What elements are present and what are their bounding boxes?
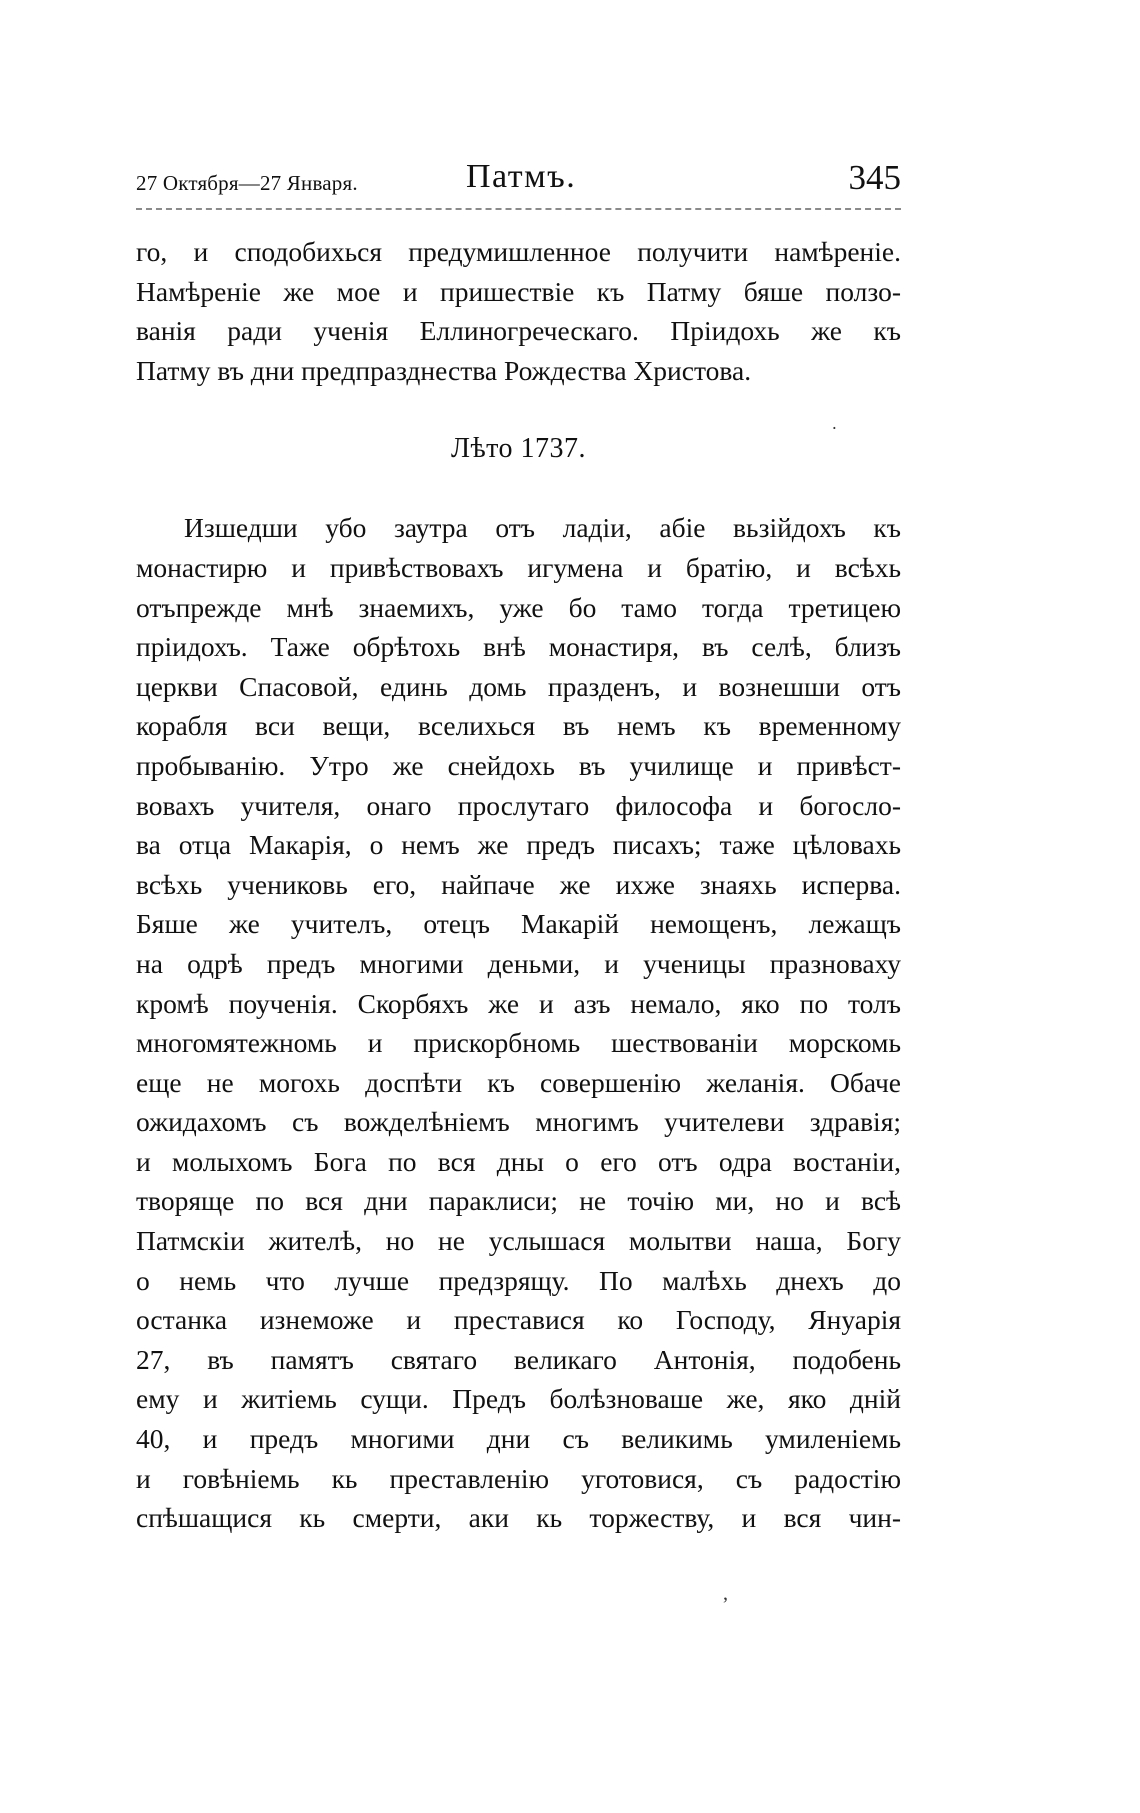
text-line: ванія ради ученія Еллиногреческаго. Пріидохь же къ xyxy=(136,315,901,347)
text-line: монастирю и привѣствовахъ игумена и братію, и всѣхь xyxy=(136,551,901,583)
text-line: церкви Спасовой, единь домь празденъ, и вознешши отъ xyxy=(136,670,901,702)
paragraph-2 xyxy=(136,508,901,1537)
spacer xyxy=(136,390,901,429)
header-rule xyxy=(136,208,901,210)
text-line: Патму въ дни предпразднества Рождества Христова. xyxy=(136,354,752,386)
spacer xyxy=(136,469,901,508)
text-line: спѣшащися кь смерти, аки кь торжеству, и вся чин- xyxy=(136,1502,901,1534)
scan-speck: ˙ xyxy=(831,423,838,445)
text-line: останка изнеможе и преставися ко Господу, Януарія xyxy=(136,1304,901,1336)
text-line: ва отца Макарія, о немъ же предъ писахъ; таже цѣловахь xyxy=(136,829,901,861)
text-line: творяще по вся дни параклиси; не точію ми, но и всѣ xyxy=(136,1185,901,1217)
text-line: вовахъ учителя, онаго прослутаго философа и богосло- xyxy=(136,789,901,821)
text-line: Бяше же учителъ, отецъ Макарій немощенъ, лежащъ xyxy=(136,908,901,940)
paragraph-1 xyxy=(136,232,901,390)
text-line: еще не могохь доспѣти къ совершенію желанія. Обаче xyxy=(136,1066,901,1098)
text-line: ему и житіемь сущи. Предъ болѣзноваше же, яко дній xyxy=(136,1383,901,1415)
scan-speck: ʼ xyxy=(722,1594,729,1616)
page-number: 345 xyxy=(848,158,901,197)
text-line: пробыванію. Утро же снейдохь въ училище и привѣст- xyxy=(136,749,901,781)
text-line: го, и сподобихься предумишленное получити намѣреніе. xyxy=(136,236,901,267)
text-line: и молыхомъ Бога по вся дны о его отъ одра востаніи, xyxy=(136,1145,901,1177)
text-line: 27, въ памятъ святаго великаго Антонія, подобень xyxy=(136,1343,901,1375)
text-line: о немь что лучше предзрящу. По малѣхь днехъ до xyxy=(136,1264,901,1296)
text-line: всѣхь учениковь его, найпаче же ихже знаяхь исперва. xyxy=(136,868,901,900)
text-line: кромѣ поученія. Скорбяхъ же и азъ немало, яко по толъ xyxy=(136,987,901,1019)
running-head-dates: 27 Октября—27 Января. xyxy=(136,171,358,195)
text-line: многомятежномь и прискорбномь шествованіи морскомь xyxy=(136,1027,901,1059)
text-line: ожидахомъ съ вожделѣніемъ многимъ учителеви здравія; xyxy=(136,1106,901,1138)
text-line: 40, и предъ многими дни съ великимь умиленіемь xyxy=(136,1423,901,1455)
running-head xyxy=(136,158,901,214)
running-head-title: Патмъ. xyxy=(466,158,577,195)
text-line: корабля вси вещи, вселихься въ немъ къ временному xyxy=(136,710,901,742)
body-text xyxy=(136,232,901,1538)
section-heading: Лѣто 1737. xyxy=(450,433,587,465)
text-line: Изшедши убо заутра отъ ладіи, абіе вьзійдохъ къ xyxy=(184,512,901,544)
text-line: и говѣніемь кь преставленію уготовися, съ радостію xyxy=(136,1462,901,1494)
text-line: Патмскіи жителѣ, но не услышася молытви наша, Богу xyxy=(136,1225,901,1257)
text-line: на одрѣ предъ многими деньми, и ученицы празноваху xyxy=(136,947,901,979)
text-line: пріидохъ. Таже обрѣтохь внѣ монастиря, въ селѣ, близъ xyxy=(136,631,901,663)
text-line: Намѣреніе же мое и пришествіе къ Патму бяше ползо- xyxy=(136,275,901,307)
text-line: отъпрежде мнѣ знаемихъ, уже бо тамо тогда третицею xyxy=(136,591,901,623)
